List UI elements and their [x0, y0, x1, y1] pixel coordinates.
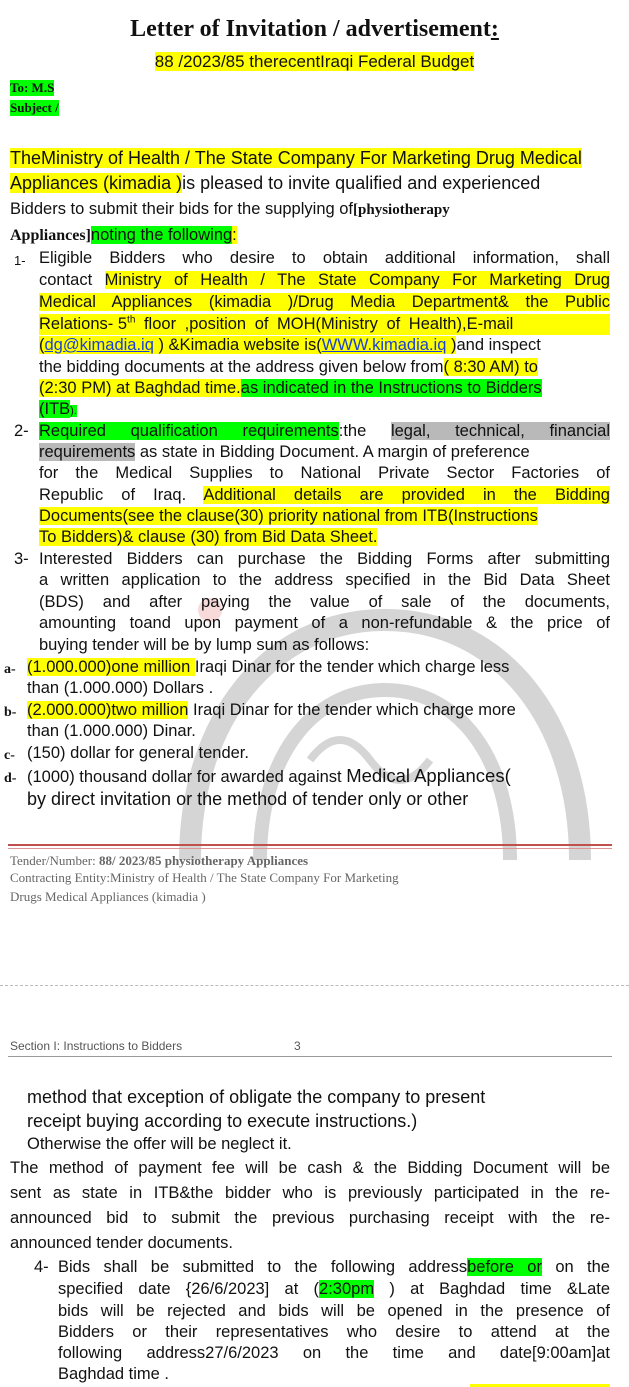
item-2-line-2	[39, 442, 530, 463]
item-2-text-2b: as state in Bidding Document. A margin of preference	[135, 443, 530, 461]
payment-text-4: announced tender documents.	[10, 1234, 233, 1252]
continued-line-1	[27, 1087, 485, 1108]
item-4-line-4	[58, 1322, 610, 1343]
payment-text-3: announced bid to submit the previous purchasing receipt with the re-	[10, 1209, 610, 1227]
intro-line-1	[10, 148, 582, 169]
subitem-a-label: a-	[4, 662, 16, 677]
payment-text-2: sent as state in ITB&the bidder who is previously participated in the re-	[10, 1184, 610, 1202]
item-4-text-1c: on the	[541, 1258, 610, 1276]
payment-line-2	[10, 1183, 610, 1204]
continued-text-3: Otherwise the offer will be neglect it.	[27, 1135, 292, 1153]
footer-tender-number	[10, 853, 308, 869]
intro-text-4a: Appliances]	[10, 227, 91, 244]
subitem-d-line-1	[27, 765, 511, 788]
payment-line-1	[10, 1158, 610, 1179]
footer-text-2: Contracting Entity:Ministry of Health / The State Company For Marketing	[10, 870, 399, 885]
intro-text-2b: is pleased to invite qualified and experienced	[182, 173, 541, 193]
item-1-text-2a: contact	[39, 271, 93, 289]
footer-text-3: Drugs Medical Appliances (kimadia )	[10, 889, 206, 904]
item-2-number: 2-	[14, 422, 29, 440]
item-1-text-5c: )	[446, 336, 457, 354]
subitem-a-text-1a: (1.000.000)one million	[27, 658, 195, 676]
item-2-text-5: Documents(see the clause(30) priority national from ITB(Instructions	[39, 507, 538, 525]
item-3-line-5	[39, 635, 369, 656]
item-3-text-5: buying tender will be by lump sum as follows:	[39, 636, 370, 654]
intro-text-4c: :	[232, 226, 237, 244]
subitem-a-text-2: than (1.000.000) Dollars .	[27, 679, 214, 697]
item-4-text-5: following address27/6/2023 on the time and date[9:00am]at	[58, 1344, 610, 1362]
subitem-d-text-2: by direct invitation or the method of tender only or other	[27, 789, 469, 809]
item-3-number: 3-	[14, 550, 29, 568]
item-4-text-3: bids will be rejected and bids will be opened in the presence of	[58, 1302, 610, 1320]
item-2-line-3	[39, 463, 610, 484]
footer-contracting-entity	[10, 870, 399, 886]
subitem-b-text-1b: Iraqi Dinar for the tender which charge more	[188, 701, 516, 719]
item-1-line-6	[39, 357, 538, 378]
item-3-text-4: amounting toand upon payment of a non-refundable & the price of	[39, 614, 610, 632]
subitem-d-label: d-	[4, 771, 17, 786]
item-1-text-2b: Ministry of Health / The State Company For Marketing Drug	[104, 271, 610, 289]
section-header-page: 3	[294, 1039, 301, 1053]
subitem-c-text-1: (150) dollar for general tender.	[27, 744, 249, 762]
subitem-b-label: b-	[4, 705, 17, 720]
footer-rule	[8, 844, 612, 846]
item-2-text-4a: Republic of Iraq.	[39, 486, 187, 504]
to-label: To: M.S	[10, 80, 55, 95]
item-1-line-7	[39, 378, 542, 399]
item-2-text-1c: legal, technical, financial	[390, 422, 611, 440]
item-4-text-2a: specified date {26/6/2023] at (	[58, 1280, 320, 1298]
subitem-d-text-1b: Medical Appliances(	[346, 765, 511, 786]
item-3-text-3: (BDS) and after paying the value of sale of the documents,	[39, 593, 610, 611]
subitem-a-text-1b: Iraqi Dinar for the tender which charge less	[194, 658, 510, 676]
item-4-text-2b: 2:30pm	[319, 1280, 375, 1298]
item-2-text-1b: :the	[338, 422, 367, 440]
item-3-text-2: a written application to the address specified in the Bid Data Sheet	[39, 571, 610, 589]
title-colon: :	[490, 16, 499, 42]
item-1-line-8	[39, 399, 77, 422]
item-2-text-3: for the Medical Supplies to National Private Sector Factories of	[39, 464, 610, 482]
payment-line-3	[10, 1208, 610, 1229]
item-2-line-4	[39, 485, 610, 506]
item-1-line-1	[39, 248, 610, 269]
subitem-c-label: c-	[4, 748, 15, 763]
intro-text-1: TheMinistry of Health / The State Company For Marketing Drug Medical	[10, 148, 582, 168]
item-1-text-5a: (	[39, 336, 45, 354]
item-4-text-4: Bidders or their representatives who desire to attend at the	[58, 1323, 610, 1341]
item-3-line-2	[39, 570, 610, 591]
page-title	[0, 14, 629, 44]
continued-text-1: method that exception of obligate the company to present	[27, 1087, 486, 1107]
item-2-line-6	[39, 527, 377, 548]
item-1-text-3: Medical Appliances (kimadia )/Drug Media Department& the Public	[39, 293, 610, 311]
subitem-a-line-1	[27, 657, 509, 678]
subitem-d-text-1a: (1000) thousand dollar for awarded against	[27, 768, 347, 786]
continued-line-2	[27, 1111, 417, 1132]
item-1-text-6b: ( 8:30 AM) to	[443, 358, 538, 376]
email-link[interactable]: dg@kimadia.iq	[44, 336, 154, 354]
item-1-text-5b: ) &Kimadia website is(	[153, 336, 322, 354]
intro-line-2	[10, 173, 540, 194]
item-1-line-4	[39, 314, 610, 335]
continued-text-2: receipt buying according to execute instructions.)	[27, 1111, 418, 1131]
intro-text-3b: [physiotherapy	[353, 202, 450, 218]
item-1-text-4a: Relations- 5	[39, 315, 128, 333]
item-3-line-4	[39, 613, 610, 634]
item-1-text-8b: ).	[70, 405, 77, 417]
item-4-number: 4-	[34, 1258, 49, 1276]
subitem-a-line-2	[27, 678, 213, 699]
item-4-text-2c: ) at Baghdad time &Late	[374, 1280, 611, 1298]
item-1-text-7a: (2:30 PM) at Baghdad time.	[39, 379, 241, 397]
subitem-d-line-2	[27, 789, 468, 810]
payment-text-1: The method of payment fee will be cash & the Bidding Document will be	[10, 1159, 610, 1177]
intro-text-3a: Bidders to submit their bids for the supplying of	[10, 200, 354, 218]
item-1-line-2	[39, 270, 610, 291]
item-3-line-1	[39, 549, 610, 570]
page-subtitle	[0, 51, 629, 73]
subitem-b-text-1a: (2.000.000)two million	[27, 701, 189, 719]
item-2-text-1a: Required qualification requirements	[39, 422, 339, 440]
subitem-b-line-2	[27, 721, 196, 742]
item-4-line-1	[58, 1257, 610, 1278]
item-1-line-3	[39, 292, 610, 313]
intro-text-4b: noting the following	[90, 226, 233, 244]
subitem-b-line-1	[27, 700, 516, 721]
item-3-text-1: Interested Bidders can purchase the Bidding Forms after submitting	[39, 550, 610, 568]
item-1-text-5d: and inspect	[456, 336, 541, 354]
payment-line-4	[10, 1233, 233, 1254]
item-2-text-4b: Additional details are provided in the Bidding	[203, 486, 610, 504]
subject-label: Subject /	[10, 100, 59, 115]
subtitle-text: 88 /2023/85 therecentIraqi Federal Budget	[154, 52, 475, 71]
item-1-text-4sup: th	[127, 314, 136, 326]
section-header-rule	[8, 1056, 612, 1057]
item-2-text-6: To Bidders)& clause (30) from Bid Data Sheet.	[39, 528, 378, 546]
item-1-number: 1-	[14, 253, 26, 268]
intro-line-4	[10, 225, 237, 246]
subitem-b-text-2: than (1.000.000) Dinar.	[27, 722, 196, 740]
intro-line-3	[10, 199, 450, 221]
section-header-label: Section I: Instructions to Bidders	[10, 1039, 183, 1053]
intro-text-2a: Appliances (kimadia )	[10, 173, 183, 193]
item-4-text-1b: before or	[467, 1258, 542, 1276]
item-1-text-1: Eligible Bidders who desire to obtain additional information, shall	[39, 249, 610, 267]
website-link[interactable]: WWW.kimadia.iq	[321, 336, 447, 354]
item-1-line-5	[39, 335, 541, 356]
item-3-line-3	[39, 592, 610, 613]
footer-entity-continued	[10, 889, 206, 905]
item-4-line-2	[58, 1279, 610, 1300]
item-4-line-6	[58, 1364, 169, 1385]
item-2-line-5	[39, 506, 538, 527]
continued-line-3	[27, 1134, 292, 1155]
subitem-c-line-1	[27, 743, 249, 764]
title-text: Letter of Invitation / advertisement	[130, 16, 491, 42]
item-4-line-3	[58, 1301, 610, 1322]
footer-rule-thin	[8, 848, 612, 849]
page-break	[0, 985, 629, 986]
item-2-line-1	[39, 421, 610, 442]
footer-text-1b: 88/ 2023/85 physiotherapy Appliances	[98, 853, 309, 868]
item-1-text-8a: (ITB	[39, 400, 71, 418]
item-4-text-6: Baghdad time .	[58, 1365, 169, 1383]
footer-text-1a: Tender/Number:	[10, 853, 99, 868]
item-1-text-6a: the bidding documents at the address given below from	[39, 358, 444, 376]
item-4-line-5	[58, 1343, 610, 1364]
item-1-text-7b: as indicated in the Instructions to Bidders	[240, 379, 542, 397]
item-1-text-4b: floor ,position of MOH(Ministry of Health),E-mail	[135, 315, 514, 333]
item-4-text-1a: Bids shall be submitted to the following address	[58, 1258, 468, 1276]
item-2-text-2a: requirements	[39, 443, 136, 461]
